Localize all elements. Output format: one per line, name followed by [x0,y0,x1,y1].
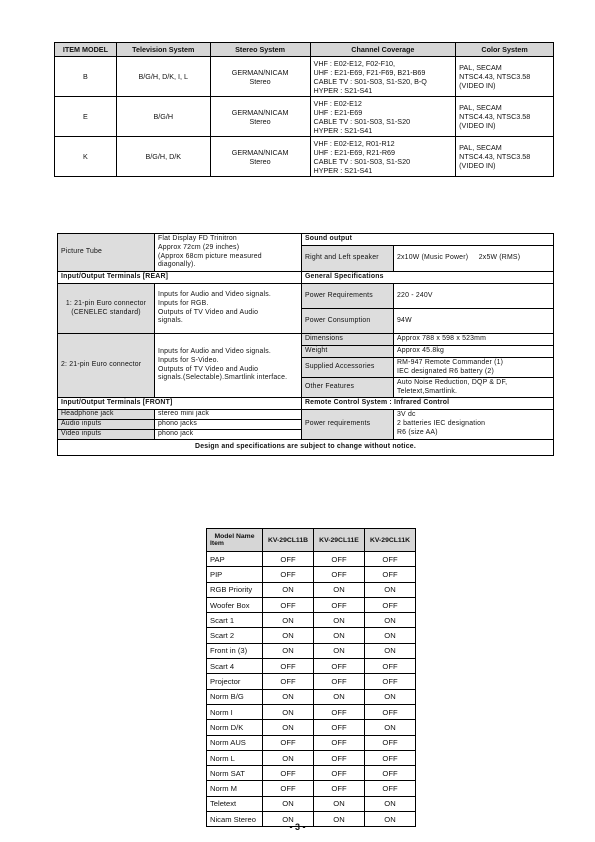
other-features-value [394,378,554,398]
feature-name: Norm M [207,781,263,796]
feature-value: OFF [314,704,365,719]
speaker-value: 2x10W (Music Power) 2x5W (RMS) [394,246,554,272]
feature-value: ON [263,812,314,827]
weight-value: Approx 45.8kg [394,346,554,358]
feature-row [207,643,416,658]
feature-value: OFF [314,674,365,689]
channel-line: UHF : E21-E69, R21-R69 [313,147,396,157]
remote-power-value [394,410,554,440]
header-model-name-item [207,529,263,552]
dimensions-value: Approx 788 x 598 x 523mm [394,334,554,346]
feature-row [207,582,416,597]
feature-value: OFF [314,735,365,750]
feature-value: ON [263,720,314,735]
euro-connector-1-label [58,284,155,334]
feature-value: ON [263,643,314,658]
feature-header-row [207,529,416,552]
value-line: Teletext,Smartlink. [397,387,458,395]
channel-line: UHF : E21-E69 [313,107,363,117]
stereo-line: GERMAN/NICAM [231,67,289,77]
value-line: R6 (size AA) [397,428,438,436]
feature-value: ON [365,582,416,597]
stereo-cell [210,57,310,97]
model-system-table [54,42,554,177]
feature-name: Scart 1 [207,613,263,628]
feature-value: OFF [314,597,365,612]
color-cell [456,57,554,97]
feature-row [207,613,416,628]
video-inputs-label: Video inputs [58,430,155,440]
spec-row [58,334,554,346]
channel-line: HYPER : S21-S41 [313,85,373,95]
feature-value: OFF [314,720,365,735]
spec-row [58,284,554,309]
feature-row [207,689,416,704]
value-line: IEC designated R6 battery (2) [397,367,494,375]
feature-value: ON [365,613,416,628]
feature-value: ON [365,628,416,643]
header-stereo-system: Stereo System [210,43,310,57]
audio-inputs-value: phono jacks [155,420,302,430]
feature-value: ON [263,796,314,811]
feature-name: Norm B/G [207,689,263,704]
feature-value: OFF [314,781,365,796]
picture-tube-value [155,234,302,272]
model-cell: K [55,137,117,177]
value-line: Inputs for RGB. [158,299,209,307]
feature-value: OFF [365,597,416,612]
header-model: KV-29CL11K [365,529,416,552]
feature-name: Nicam Stereo [207,812,263,827]
value-line: Inputs for S-Video. [158,356,219,364]
stereo-line: Stereo [249,116,271,126]
feature-value: ON [263,750,314,765]
model-table-header-row [55,43,554,57]
feature-name: Norm SAT [207,766,263,781]
spec-row [58,234,554,246]
channel-line: VHF : E02-E12, F02-F10, [313,58,396,68]
color-line: NTSC4.43, NTSC3.58 [459,72,531,81]
channel-line: VHF : E02-E12, R01-R12 [313,138,395,148]
feature-row [207,674,416,689]
feature-name: Front in (3) [207,643,263,658]
color-line: PAL, SECAM [459,143,502,152]
feature-name: Scart 4 [207,659,263,674]
value-line: Outputs of TV Video and Audio [158,365,259,373]
feature-value: OFF [365,704,416,719]
feature-row [207,720,416,735]
stereo-cell [210,97,310,137]
feature-name: RGB Priority [207,582,263,597]
euro-connector-2-label: 2: 21-pin Euro connector [58,334,155,398]
feature-value: ON [314,812,365,827]
header-line: Model Name [214,533,255,540]
spec-footer-row [58,440,554,456]
feature-value: OFF [263,735,314,750]
feature-value: OFF [263,766,314,781]
tv-system-cell: B/G/H, D/K [116,137,210,177]
tv-system-cell: B/G/H [116,97,210,137]
feature-name: Scart 2 [207,628,263,643]
feature-value: OFF [365,674,416,689]
euro-connector-2-value [155,334,302,398]
channel-line: HYPER : S21-S41 [313,125,373,135]
feature-value: OFF [365,552,416,567]
channel-line: CABLE TV : S01-S03, S1-S20 [313,116,411,126]
value-line: signals.(Selectable).Smartlink interface. [158,374,288,382]
feature-row [207,766,416,781]
feature-name: Norm AUS [207,735,263,750]
feature-name: Teletext [207,796,263,811]
label-line: (CENELEC standard) [71,308,141,316]
feature-name: Projector [207,674,263,689]
model-row-b [55,57,554,97]
feature-value: ON [314,628,365,643]
accessories-label: Supplied Accessories [302,358,394,378]
color-cell [456,137,554,177]
label-line: 1: 21-pin Euro connector [65,299,147,307]
picture-tube-label: Picture Tube [58,234,155,272]
value-line: Approx 72cm (29 inches) [158,243,240,251]
spec-row [58,410,554,420]
feature-settings-table [206,528,416,827]
stereo-line: Stereo [249,156,271,166]
color-line: NTSC4.43, NTSC3.58 [459,152,531,161]
feature-rows [207,552,416,827]
feature-row [207,781,416,796]
feature-value: OFF [365,659,416,674]
channel-line: UHF : E21-E69, F21-F69, B21-B69 [313,67,426,77]
feature-row [207,704,416,719]
channel-cell [310,57,456,97]
feature-row [207,750,416,765]
value-line: Flat Display FD Trinitron [158,234,237,242]
other-features-label: Other Features [302,378,394,398]
feature-value: ON [263,628,314,643]
power-consumption-value: 94W [394,309,554,334]
feature-value: OFF [263,674,314,689]
feature-name: Norm L [207,750,263,765]
model-row-k [55,137,554,177]
channel-cell [310,97,456,137]
stereo-cell [210,137,310,177]
feature-value: ON [365,796,416,811]
value-line: Inputs for Audio and Video signals. [158,290,271,298]
channel-line: HYPER : S21-S41 [313,165,373,175]
color-line: PAL, SECAM [459,103,502,112]
feature-value: OFF [263,552,314,567]
feature-value: ON [314,582,365,597]
dimensions-label: Dimensions [302,334,394,346]
speaker-label: Right and Left speaker [302,246,394,272]
stereo-line: GERMAN/NICAM [231,147,289,157]
header-model: KV-29CL11B [263,529,314,552]
remote-control-header: Remote Control System : Infrared Control [302,398,554,410]
value-line: Inputs for Audio and Video signals. [158,347,271,355]
feature-value: OFF [263,567,314,582]
feature-value: ON [263,689,314,704]
front-terminals-header: Input/Output Terminals [FRONT] [58,398,302,410]
feature-value: ON [314,689,365,704]
header-color-system: Color System [456,43,554,57]
feature-value: OFF [365,750,416,765]
feature-value: OFF [365,567,416,582]
value-line: 2 batteries IEC designation [397,420,486,428]
header-model: KV-29CL11E [314,529,365,552]
feature-value: ON [314,643,365,658]
feature-name: PIP [207,567,263,582]
feature-value: ON [365,643,416,658]
euro-connector-1-value [155,284,302,334]
color-line: (VIDEO IN) [459,121,496,130]
header-television-system: Television System [116,43,210,57]
feature-row [207,796,416,811]
feature-value: ON [365,812,416,827]
feature-name: Woofer Box [207,597,263,612]
power-requirements-value: 220 - 240V [394,284,554,309]
channel-line: VHF : E02-E12 [313,98,362,108]
feature-value: OFF [365,781,416,796]
channel-line: CABLE TV : S01-S03, S1-S20, B-Q [313,76,427,86]
tv-system-cell: B/G/H, D/K, I, L [116,57,210,97]
power-consumption-label: Power Consumption [302,309,394,334]
feature-row [207,735,416,750]
feature-row [207,659,416,674]
general-specifications-header: General Specifications [302,272,554,284]
feature-row [207,552,416,567]
feature-value: ON [263,613,314,628]
feature-value: OFF [314,750,365,765]
model-row-e [55,97,554,137]
headphone-value: stereo mini jack [155,410,302,420]
headphone-label: Headphone jack [58,410,155,420]
channel-line: CABLE TV : S01-S03, S1-S20 [313,156,411,166]
spec-row [58,272,554,284]
feature-row [207,567,416,582]
value-line: 3V dc [397,411,416,419]
value-line: Outputs of TV Video and Audio [158,308,259,316]
feature-value: OFF [314,552,365,567]
feature-name: Norm D/K [207,720,263,735]
feature-value: ON [314,613,365,628]
value-line: diagonally). [158,261,196,269]
stereo-line: GERMAN/NICAM [231,107,289,117]
rear-terminals-header: Input/Output Terminals [REAR] [58,272,302,284]
audio-inputs-label: Audio inputs [58,420,155,430]
color-line: NTSC4.43, NTSC3.58 [459,112,531,121]
specifications-table [57,233,554,456]
header-item-model: ITEM MODEL [55,43,117,57]
feature-value: OFF [314,567,365,582]
sound-output-header: Sound output [302,234,554,246]
remote-power-label: Power requirements [302,410,394,440]
feature-value: OFF [314,659,365,674]
feature-value: OFF [263,659,314,674]
color-line: (VIDEO IN) [459,81,496,90]
value-line: RM-947 Remote Commander (1) [397,358,504,366]
color-line: PAL, SECAM [459,63,502,72]
value-line: (Approx 68cm picture measured [158,252,262,260]
feature-value: OFF [263,597,314,612]
spec-row [58,398,554,410]
feature-row [207,628,416,643]
feature-value: ON [314,796,365,811]
feature-value: ON [263,582,314,597]
color-cell [456,97,554,137]
feature-value: ON [365,720,416,735]
feature-value: ON [365,689,416,704]
model-cell: E [55,97,117,137]
feature-name: Norm I [207,704,263,719]
feature-value: OFF [314,766,365,781]
value-line: signals. [158,317,183,325]
feature-row [207,597,416,612]
stereo-line: Stereo [249,76,271,86]
feature-value: OFF [365,766,416,781]
color-line: (VIDEO IN) [459,161,496,170]
feature-name: PAP [207,552,263,567]
model-cell: B [55,57,117,97]
specifications-disclaimer: Design and specifications are subject to change without notice. [58,440,554,456]
header-channel-coverage: Channel Coverage [310,43,456,57]
feature-value: OFF [365,735,416,750]
page-number: - 3 - [289,822,306,832]
video-inputs-value: phono jack [155,430,302,440]
feature-value: ON [263,704,314,719]
header-line: Item [210,540,224,547]
power-requirements-label: Power Requirements [302,284,394,309]
value-line: Auto Noise Reduction, DQP & DF, [397,378,508,386]
accessories-value [394,358,554,378]
channel-cell [310,137,456,177]
feature-value: OFF [263,781,314,796]
weight-label: Weight [302,346,394,358]
